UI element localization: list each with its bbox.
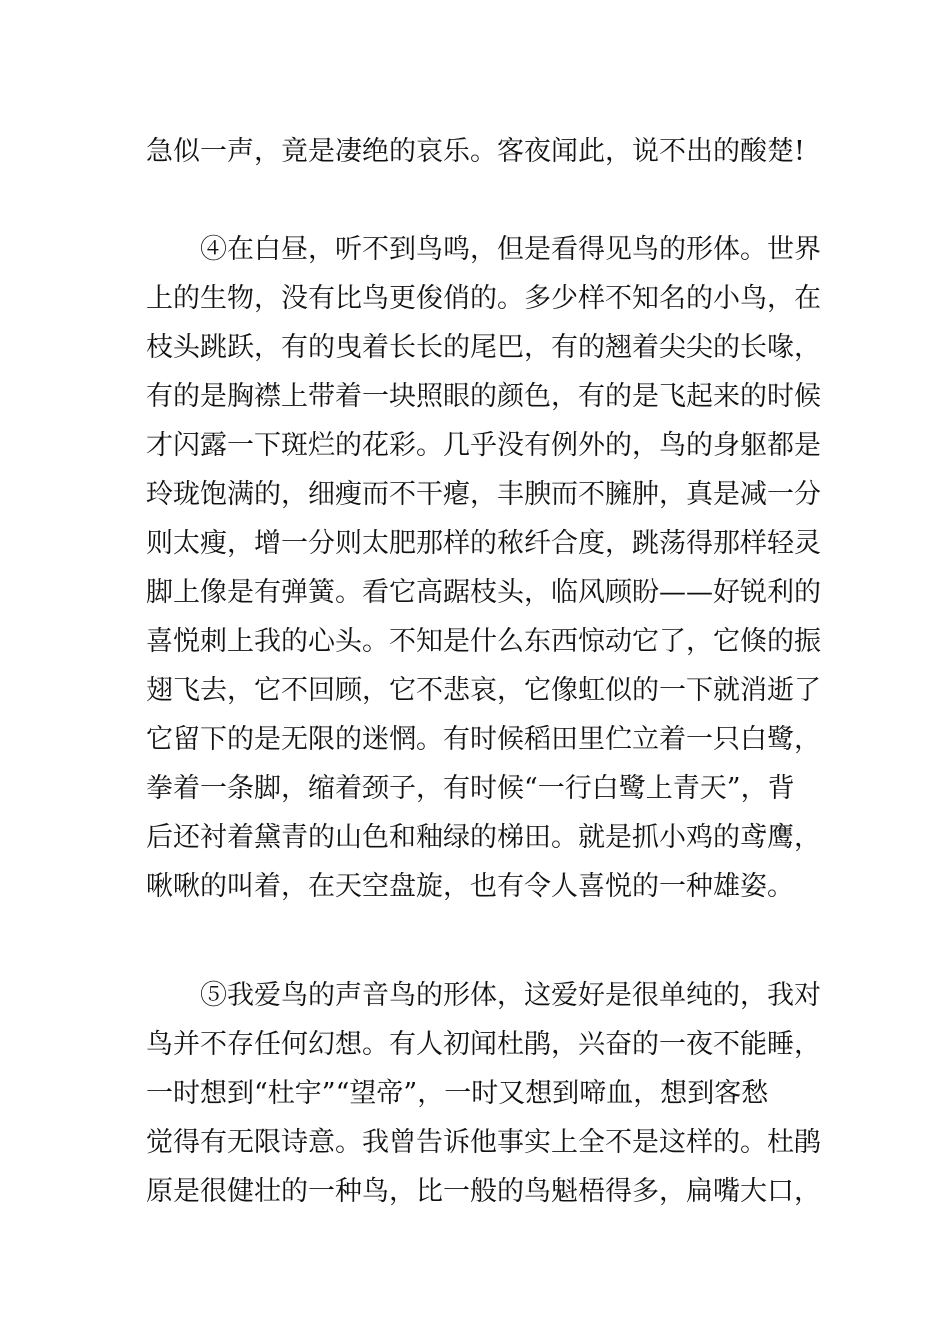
text-line: 玲珑饱满的，细瘦而不干瘪，丰腴而不臃肿，真是减一分 — [146, 479, 821, 510]
text-line: 枝头跳跃，有的曳着长长的尾巴，有的翘着尖尖的长喙， — [146, 332, 821, 363]
text-line: 脚上像是有弹簧。看它高踞枝头，临风顾盼——好锐利的 — [146, 577, 821, 608]
text-line: 拳着一条脚，缩着颈子，有时候“一行白鹭上青天”，背 — [146, 773, 795, 804]
text-line: 上的生物，没有比鸟更俊俏的。多少样不知名的小鸟，在 — [146, 283, 821, 314]
text-line: 啾啾的叫着，在天空盘旋，也有令人喜悦的一种雄姿。 — [146, 871, 794, 902]
text-line: 则太瘦，增一分则太肥那样的秾纤合度，跳荡得那样轻灵 — [146, 528, 821, 559]
text-line: 它留下的是无限的迷惘。有时候稻田里伫立着一只白鹭， — [146, 724, 821, 755]
text-line: 喜悦刺上我的心头。不知是什么东西惊动它了，它倏的振 — [146, 626, 821, 657]
text-line: 才闪露一下斑烂的花彩。几乎没有例外的，鸟的身躯都是 — [146, 430, 821, 461]
text-line: 有的是胸襟上带着一块照眼的颜色，有的是飞起来的时候 — [146, 381, 821, 412]
text-line: 后还衬着黛青的山色和釉绿的梯田。就是抓小鸡的鸢鹰， — [146, 822, 821, 853]
text-line: 急似一声，竟是凄绝的哀乐。客夜闻此，说不出的酸楚! — [146, 136, 805, 167]
text-line: 翅飞去，它不回顾，它不悲哀，它像虹似的一下就消逝了 — [146, 675, 821, 706]
text-line: ④在白昼，听不到鸟鸣，但是看得见鸟的形体。世界 — [200, 234, 821, 265]
text-line: 原是很健壮的一种鸟，比一般的鸟魁梧得多，扁嘴大口， — [146, 1176, 821, 1207]
text-line: 鸟并不存任何幻想。有人初闻杜鹃，兴奋的一夜不能睡， — [146, 1029, 821, 1060]
text-line: 觉得有无限诗意。我曾告诉他事实上全不是这样的。杜鹃 — [146, 1127, 821, 1158]
text-line: 一时想到“杜宇”“望帝”，一时又想到啼血，想到客愁 — [146, 1078, 769, 1109]
text-line: ⑤我爱鸟的声音鸟的形体，这爱好是很单纯的，我对 — [200, 980, 821, 1011]
